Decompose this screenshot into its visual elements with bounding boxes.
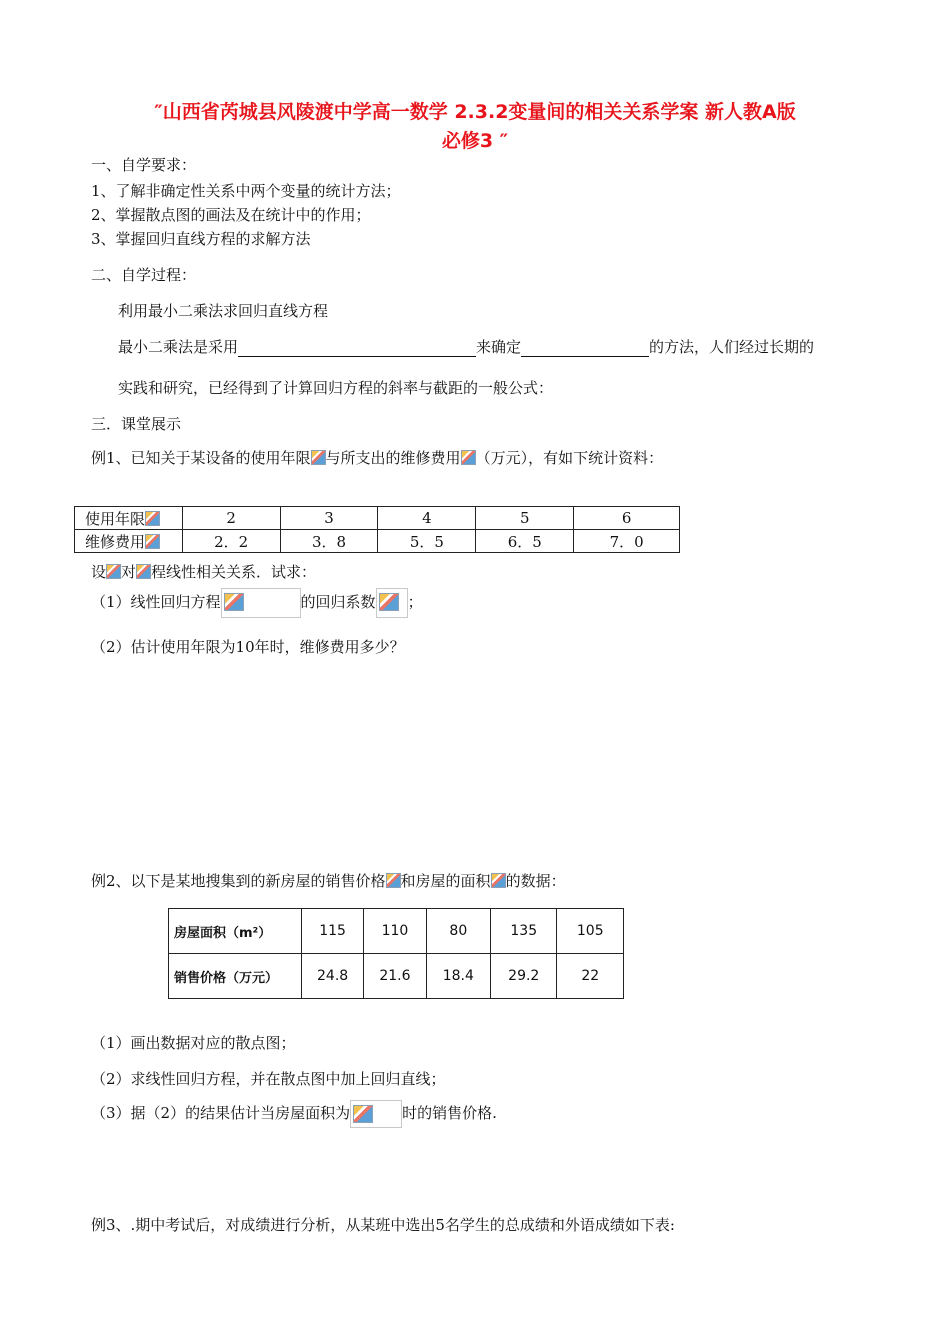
table-cell: 80	[426, 909, 490, 954]
formula-image-placeholder	[350, 1100, 402, 1128]
table-cell: 24.8	[301, 954, 363, 999]
table-cell: 21.6	[364, 954, 426, 999]
table-cell: 5．5	[378, 530, 476, 553]
table-cell: 22	[557, 954, 624, 999]
example2-question-3: （3）据（2）的结果估计当房屋面积为 时的销售价格.	[91, 1100, 497, 1128]
example1-question-1: （1）线性回归方程 的回归系数 ；	[91, 588, 423, 618]
table-cell: 18.4	[426, 954, 490, 999]
table-cell: 6．5	[476, 530, 574, 553]
fill-blank-1[interactable]	[238, 340, 476, 357]
table-row	[75, 507, 680, 530]
example1-intro-a: 例1、已知关于某设备的使用年限	[91, 449, 311, 467]
example1-intro	[91, 447, 663, 468]
p2-text-c: 的方法，人们经过长期的	[649, 338, 815, 356]
section1-item-3: 3、掌握回归直线方程的求解方法	[91, 230, 311, 248]
formula-image-icon	[136, 564, 151, 579]
example2-question-2: （2）求线性回归方程，并在散点图中加上回归直线；	[91, 1070, 446, 1088]
example2-table	[168, 908, 624, 999]
table-cell: 6	[574, 507, 680, 530]
example1-table	[74, 506, 680, 553]
formula-image-icon	[379, 593, 399, 611]
section1-heading: 一、自学要求：	[91, 156, 197, 174]
fill-blank-2[interactable]	[521, 340, 649, 357]
section2-paragraph-2	[118, 336, 814, 357]
table-cell: 4	[378, 507, 476, 530]
formula-image-icon	[386, 873, 401, 888]
table-row-label: 维修费用	[75, 530, 183, 553]
formula-image-placeholder	[221, 588, 301, 618]
table-cell: 2．2	[182, 530, 280, 553]
section1-item-1: 1、了解非确定性关系中两个变量的统计方法；	[91, 182, 401, 200]
table-row	[169, 909, 624, 954]
formula-image-icon	[145, 511, 160, 526]
formula-image-icon	[353, 1105, 373, 1123]
example2-intro: 例2、以下是某地搜集到的新房屋的销售价格 和房屋的面积 的数据：	[91, 872, 566, 890]
table-cell: 135	[491, 909, 557, 954]
example1-assumption: 设 对 程线性相关关系．试求：	[91, 563, 317, 581]
table-row	[169, 954, 624, 999]
example1-question-2: （2）估计使用年限为10年时，维修费用多少？	[91, 638, 405, 656]
formula-image-icon	[224, 593, 244, 611]
table-cell: 2	[182, 507, 280, 530]
formula-image-icon	[106, 564, 121, 579]
table-cell: 7．0	[574, 530, 680, 553]
formula-image-icon	[145, 534, 160, 549]
table-row-label: 使用年限	[75, 507, 183, 530]
table-cell: 3．8	[280, 530, 378, 553]
section1-item-2: 2、掌握散点图的画法及在统计中的作用；	[91, 206, 371, 224]
table-row-label: 房屋面积（m²）	[169, 909, 302, 954]
section2-paragraph-3: 实践和研究，已经得到了计算回归方程的斜率与截距的一般公式：	[118, 379, 554, 397]
document-title-line1: ″山西省芮城县风陵渡中学高一数学 2.3.2变量间的相关关系学案 新人教A版	[154, 101, 796, 123]
example2-question-1: （1）画出数据对应的散点图；	[91, 1034, 296, 1052]
table-cell: 110	[364, 909, 426, 954]
section3-heading: 三．课堂展示	[91, 415, 182, 433]
example3-intro: 例3、.期中考试后，对成绩进行分析，从某班中选出5名学生的总成绩和外语成绩如下表:	[91, 1216, 675, 1234]
table-cell: 29.2	[491, 954, 557, 999]
table-cell: 5	[476, 507, 574, 530]
section2-heading: 二、自学过程：	[91, 266, 197, 284]
example1-intro-c: （万元），有如下统计资料：	[475, 449, 664, 467]
document-title-line2: 必修3 ″	[441, 130, 509, 152]
p2-text-b: 来确定	[476, 338, 522, 356]
formula-image-icon	[461, 450, 476, 465]
example1-intro-b: 与所支出的维修费用	[325, 449, 461, 467]
table-cell: 3	[280, 507, 378, 530]
formula-image-icon	[311, 450, 326, 465]
formula-image-icon	[491, 873, 506, 888]
section2-paragraph-1: 利用最小二乘法求回归直线方程	[118, 302, 329, 320]
table-row	[75, 530, 680, 553]
p2-text-a: 最小二乘法是采用	[118, 338, 239, 356]
table-cell: 115	[301, 909, 363, 954]
table-cell: 105	[557, 909, 624, 954]
table-row-label: 销售价格（万元）	[169, 954, 302, 999]
formula-image-placeholder	[376, 588, 408, 618]
